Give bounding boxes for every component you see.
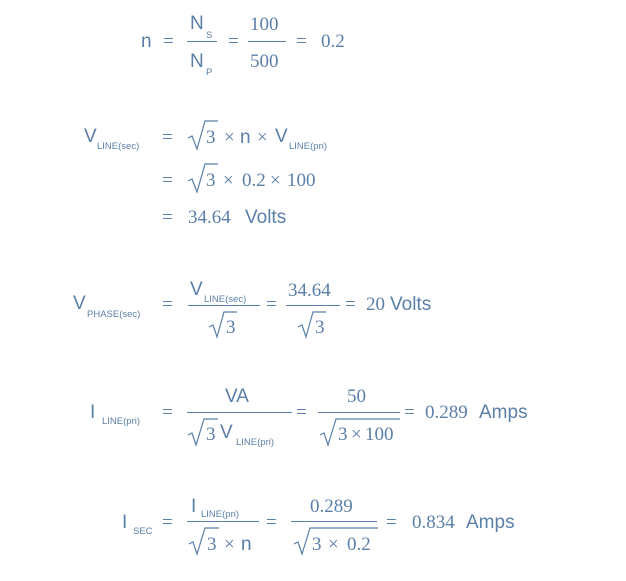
equals-sign: = — [266, 512, 277, 533]
numerator-value: 100 — [250, 14, 279, 35]
n-symbol: n — [141, 31, 152, 52]
unit-label: Amps — [479, 402, 528, 423]
ns-symbol: N — [190, 13, 204, 34]
numerator-value: 0.289 — [310, 496, 353, 517]
times-sign: × — [224, 127, 235, 148]
n-symbol: n — [240, 127, 251, 148]
v-subscript: PHASE(sec) — [87, 309, 141, 320]
v-symbol: V — [190, 279, 203, 300]
sqrt-argument: 3 — [226, 317, 236, 338]
equals-sign: = — [345, 294, 356, 315]
v-symbol: V — [275, 126, 288, 147]
fraction-bar — [187, 521, 259, 522]
n-value: 0.2 — [242, 170, 266, 191]
i-symbol: I — [191, 496, 197, 517]
i-subscript: SEC — [133, 526, 153, 537]
equals-sign: = — [162, 127, 173, 148]
v-subscript: LINE(sec) — [97, 141, 140, 152]
times-sign: × — [257, 127, 268, 148]
equals-sign: = — [296, 402, 307, 423]
v-symbol: V — [84, 126, 97, 147]
voltage-value: 100 — [365, 424, 394, 445]
equals-sign: = — [162, 207, 173, 228]
sqrt-argument: 3 — [206, 170, 216, 191]
times-sign: × — [224, 534, 235, 555]
times-sign: × — [328, 534, 339, 555]
v-subscript: LINE(sec) — [204, 294, 247, 305]
denominator-value: 500 — [250, 51, 279, 72]
n-value: 0.2 — [347, 534, 371, 555]
numerator-value: 34.64 — [288, 280, 331, 301]
i-symbol: I — [122, 512, 128, 533]
equals-sign: = — [386, 512, 397, 533]
v-symbol: V — [220, 422, 233, 443]
unit-label: Volts — [245, 207, 287, 228]
i-subscript: LINE(pri) — [201, 509, 240, 520]
i-symbol: I — [90, 402, 96, 423]
sqrt-argument: 3 — [207, 534, 217, 555]
times-sign: × — [223, 170, 234, 191]
result-value: 0.2 — [321, 31, 345, 52]
result-value: 0.834 — [412, 512, 455, 533]
equals-sign: = — [404, 402, 415, 423]
equals-sign: = — [162, 294, 173, 315]
sqrt-argument: 3 — [312, 534, 322, 555]
np-symbol: N — [190, 51, 204, 72]
sqrt-argument: 3 — [206, 127, 216, 148]
result-value: 0.289 — [425, 402, 468, 423]
sqrt-argument: 3 — [338, 424, 348, 445]
unit-label: Amps — [466, 512, 515, 533]
v-symbol: V — [73, 293, 86, 314]
equals-sign: = — [162, 402, 173, 423]
unit-label: Volts — [390, 294, 432, 315]
equals-sign: = — [162, 512, 173, 533]
result-value: 34.64 — [188, 207, 231, 228]
va-label: VA — [225, 386, 249, 407]
sqrt-argument: 3 — [315, 317, 325, 338]
equals-sign: = — [296, 31, 307, 52]
times-sign: × — [270, 170, 281, 191]
equals-sign: = — [162, 170, 173, 191]
fraction-bar — [291, 521, 377, 522]
equals-sign: = — [163, 31, 174, 52]
n-symbol: n — [241, 534, 252, 555]
v-subscript: LINE(pri) — [289, 141, 328, 152]
equals-sign: = — [228, 31, 239, 52]
sqrt-argument: 3 — [206, 424, 216, 445]
ns-subscript: S — [206, 30, 213, 41]
np-subscript: P — [206, 67, 213, 78]
times-sign: × — [351, 424, 362, 445]
result-value: 20 — [366, 294, 385, 315]
equals-sign: = — [266, 294, 277, 315]
i-subscript: LINE(pri) — [102, 416, 141, 427]
v-subscript: LINE(pri) — [236, 437, 275, 448]
voltage-value: 100 — [287, 170, 316, 191]
numerator-value: 50 — [347, 386, 366, 407]
